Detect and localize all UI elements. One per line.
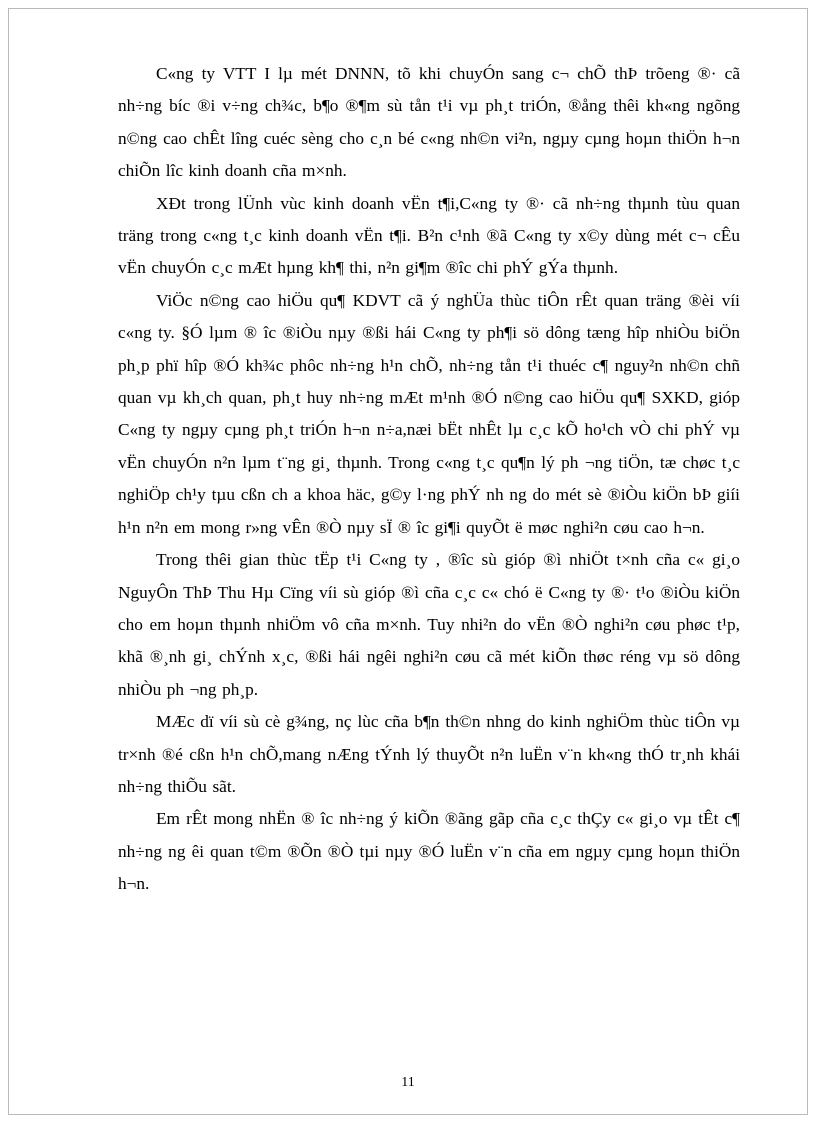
page-number: 11 (401, 1075, 415, 1090)
paragraph: C«ng ty VTT I lµ mét DNNN, tõ khi chuyÓn sang c¬ chÕ thÞ trõeng ®· cã nh÷ng bíc ®i v÷ng ch¾c, b¶o ®¶m sù tån t¹i vµ ph¸t triÓn, ®ång thêi kh«ng ngõng n©ng cao chÊt lîng cuéc sèng cho c¸n bé c«ng nh©n vi²n, ngµy cµng hoµn thiÖn h¬n chiÕn lîc kinh doanh cña m×nh. (118, 64, 740, 181)
document-body (118, 58, 740, 901)
paragraph: MÆc dï víi sù cè g¾ng, nç lùc cña b¶n th©n nhng do kinh nghiÖm thùc tiÔn vµ tr×nh ®é cßn h¹n chÕ,mang nÆng tÝnh lý thuyÕt n²n luËn v¨n kh«ng thÓ tr¸nh khái nh÷ng thiÕu sãt. (118, 712, 740, 796)
paragraph: Trong thêi gian thùc tËp t¹i C«ng ty , ®îc sù gióp ®ì nhiÖt t×nh cña c« gi¸o NguyÔn ThÞ Thu Hµ Cïng víi sù gióp ®ì cña c¸c c« chó ë C«ng ty ®· t¹o ®iÒu kiÖn cho em hoµn thµnh nhiÖm vô cña m×nh. Tuy nhi²n do vËn ®Ò nghi²n cøu phøc t¹p, khã ®¸nh gi¸ chÝnh x¸c, ®ßi hái ngêi nghi²n cøu cã mét kiÕn thøc réng vµ sö dông nhiÒu ph ¬ng ph¸p. (118, 550, 740, 699)
paragraph: XÐt trong lÜnh vùc kinh doanh vËn t¶i,C«ng ty ®· cã nh÷ng thµnh tùu quan träng trong c«ng t¸c kinh doanh vËn t¶i. B²n c¹nh ®ã C«ng ty x©y dùng mét c¬ cÊu vËn chuyÓn c¸c mÆt hµng kh¶ thi, n²n gi¶m ®îc chi phÝ gÝa thµnh. (118, 193, 740, 278)
paragraph: Em rÊt mong nhËn ® îc nh÷ng ý kiÕn ®ãng gãp cña c¸c thÇy c« gi¸o vµ tÊt c¶ nh÷ng ng êi quan t©m ®Õn ®Ò tµi nµy ®Ó luËn v¨n cña em ngµy cµng hoµn thiÖn h¬n. (118, 809, 740, 894)
paragraph: ViÖc n©ng cao hiÖu qu¶ KDVT cã ý nghÜa thùc tiÔn rÊt quan träng ®èi víi c«ng ty. §Ó lµm ® îc ®iÒu nµy ®ßi hái C«ng ty ph¶i sö dông tæng hîp nhiÒu biÖn ph¸p phï hîp ®Ó kh¾c phôc nh÷ng h¹n chÕ, nh÷ng tån t¹i thuéc c¶ nguy²n nh©n chñ quan vµ kh¸ch quan, ph¸t huy nh÷ng mÆt m¹nh ®Ó n©ng cao hiÖu qu¶ SXKD, gióp C«ng ty ngµy cµng ph¸t triÓn h¬n n÷a,næi bËt nhÊt lµ c¸c kÕ ho¹ch vÒ chi phÝ vµ vËn chuyÓn n²n lµm t¨ng gi¸ thµnh. Trong c«ng t¸c qu¶n lý ph ¬ng tiÖn, tæ chøc t¸c nghiÖp ch¹y tµu cßn ch a khoa häc, g©y l·ng phÝ nh ng do mét sè ®iÒu kiÖn bÞ giíi h¹n n²n em mong r»ng vÊn ®Ò nµy sÏ ® îc gi¶i quyÕt ë møc nghi²n cøu cao h¬n. (118, 290, 740, 537)
